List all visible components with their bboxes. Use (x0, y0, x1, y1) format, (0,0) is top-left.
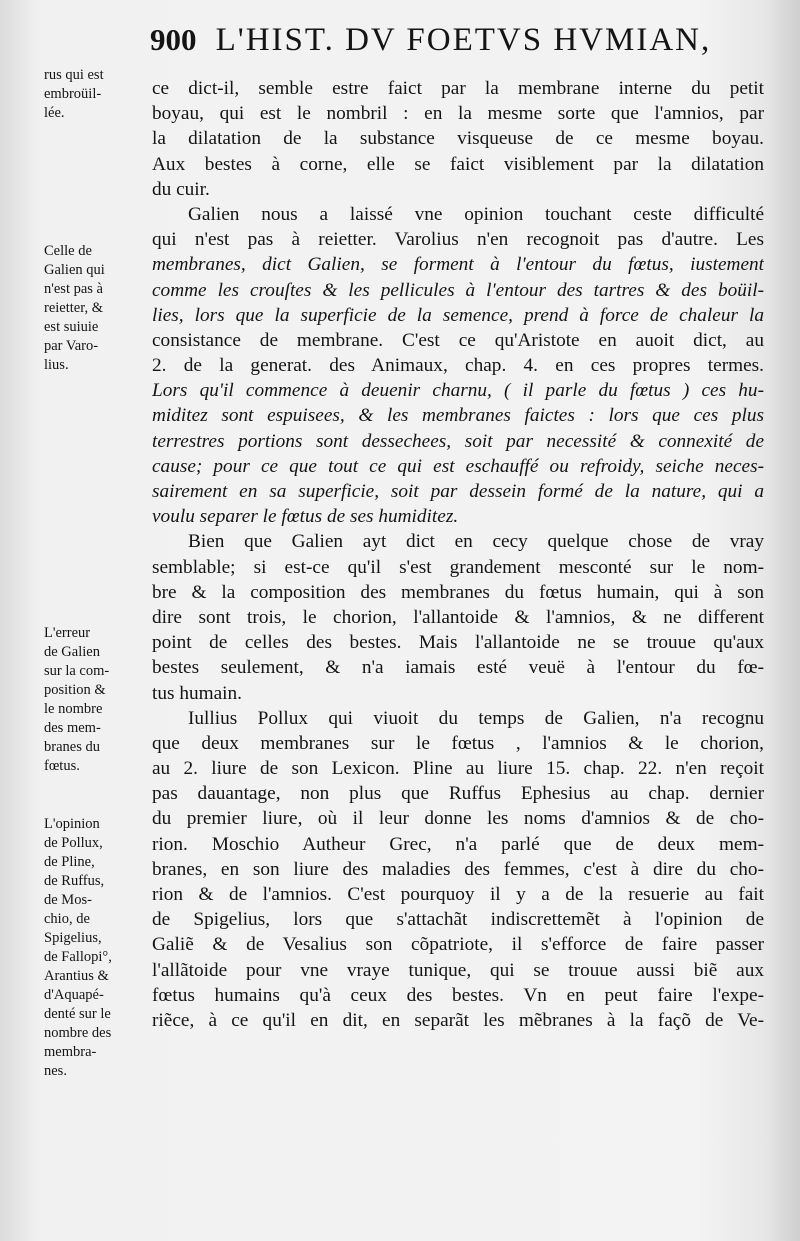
text-line: pas dauantage, non plus que Ruffus Ephesius au chap. dernier (152, 783, 764, 805)
margin-note-line: Celle de (44, 243, 92, 259)
margin-note-line: de Fallopi°, (44, 949, 112, 965)
margin-note-line: denté sur le (44, 1006, 111, 1022)
text-line: tus humain. (152, 682, 242, 704)
text-line: qui n'est pas à reietter. Varolius n'en recognoit pas d'autre. Les (152, 229, 764, 251)
margin-note-line: chio, de (44, 911, 90, 927)
text-line: fœtus humains qu'à ceux des bestes. Vn en peut faire l'expe- (152, 984, 764, 1006)
text-line: riẽce, à ce qu'il en dit, en separãt les mẽbranes à la façõ de Ve- (152, 1009, 764, 1031)
text-line: terrestres portions sont dessechees, soit par necessité & connexité de (152, 430, 764, 452)
text-line: voulu separer le fœtus de ses humiditez. (152, 506, 459, 528)
page-header (150, 22, 790, 70)
margin-note-line: position & (44, 682, 106, 698)
margin-note-line: de Galien (44, 644, 100, 660)
text-line: du premier liure, où il leur donne les noms d'amnios & de cho- (152, 808, 764, 830)
text-line: ce dict-il, semble estre faict par la membrane interne du petit (152, 78, 764, 99)
margin-note-line: L'erreur (44, 625, 91, 641)
text-line: point de celles des bestes. Mais l'allantoide ne se trouue qu'aux (152, 632, 764, 654)
text-line: Galien nous a laissé vne opinion touchant ceste difficulté (188, 203, 764, 225)
margin-note-line: embroüil- (44, 86, 102, 102)
text-line: dire sont trois, le chorion, l'allantoide & l'amnios, & ne different (152, 606, 764, 628)
text-line: de Spigelius, lors que s'attachãt indiscrettemẽt à l'opinion de (152, 909, 764, 931)
margin-note-line: de Mos- (44, 892, 92, 908)
text-line: que deux membranes sur le fœtus , l'amnios & le chorion, (152, 732, 764, 754)
margin-note-line: le nombre (44, 701, 103, 717)
text-line: Lors qu'il commence à deuenir charnu, ( il parle du fœtus ) ces hu- (152, 380, 764, 402)
text-line: Galiẽ & de Vesalius son cõpatriote, il s'efforce de faire passer (152, 934, 764, 956)
text-line: membranes, dict Galien, se forment à l'entour du fœtus, iustement (152, 254, 764, 276)
margin-note-line: de Ruffus, (44, 873, 105, 889)
margin-note-4 (44, 815, 148, 1081)
margin-note-line: branes du (44, 739, 100, 755)
text-line: sairement en sa superficie, soit par dessein formé de la nature, qui a (152, 481, 764, 502)
text-line: miditez sont espuisees, & les membranes faictes : lors que ces plus (152, 405, 764, 427)
margin-note-line: reietter, & (44, 300, 103, 316)
text-line: du cuir. (152, 178, 210, 200)
text-line: semblable; si est-ce qu'il s'est grandement mesconté sur le nom- (152, 556, 764, 578)
margin-note-1 (44, 66, 148, 123)
margin-note-3 (44, 624, 148, 776)
body-text (152, 76, 764, 1033)
text-line: boyau, qui est le nombril : en la mesme sorte que l'amnios, par (152, 103, 764, 125)
text-line: Iullius Pollux qui viuoit du temps de Galien, n'a recognu (188, 707, 764, 729)
page-number: 900 (150, 22, 197, 57)
margin-note-line: Spigelius, (44, 930, 102, 946)
margin-note-line: n'est pas à (44, 281, 103, 297)
running-title: L'HIST. DV FOETVS HVMIAN, (215, 22, 712, 58)
margin-note-line: de Pline, (44, 854, 95, 870)
margin-note-line: d'Aquapé- (44, 987, 104, 1003)
text-line: Bien que Galien ayt dict en cecy quelque chose de vray (188, 531, 764, 553)
margin-note-line: des mem- (44, 720, 101, 736)
text-line: 2. de la generat. des Animaux, chap. 4. en ces propres termes. (152, 355, 764, 377)
text-line: bre & la composition des membranes du fœtus humain, qui à son (152, 581, 764, 603)
margin-note-2 (44, 242, 148, 375)
text-line: bestes seulement, & n'a iamais esté veuë à l'entour du fœ- (152, 657, 764, 679)
page-edge-shadow (766, 0, 800, 1241)
text-line: comme les crouſtes & les pellicules à l'entour des tartres & des boüil- (152, 279, 764, 301)
margin-note-line: rus qui est (44, 67, 104, 83)
margin-note-line: sur la com- (44, 663, 110, 679)
margin-note-line: L'opinion (44, 816, 100, 832)
margin-note-line: lius. (44, 357, 69, 373)
text-line: rion & de l'amnios. C'est pourquoy il y a de la resuerie au fait (152, 884, 764, 905)
margin-note-line: Arantius & (44, 968, 109, 984)
text-line: la dilatation de la substance visqueuse de ce mesme boyau. (152, 128, 764, 150)
margin-note-line: de Pollux, (44, 835, 103, 851)
text-line: cause; pour ce que tout ce qui est eschauffé ou refroidy, seiche neces- (152, 455, 764, 477)
text-line: branes, en son liure des maladies des femmes, c'est à dire du cho- (152, 858, 764, 880)
text-line: consistance de membrane. C'est ce qu'Aristote en auoit dict, au (152, 329, 764, 351)
text-line: l'allãtoide pour vne vraye tunique, qui se trouue aussi biẽ aux (152, 959, 764, 981)
text-line: Aux bestes à corne, elle se faict visiblement par la dilatation (152, 153, 764, 175)
text-line: lies, lors que la superficie de la semence, prend à force de chaleur la (152, 304, 764, 326)
margin-note-line: membra- (44, 1044, 97, 1060)
margin-note-line: lée. (44, 105, 65, 121)
margin-note-line: nombre des (44, 1025, 112, 1041)
text-line: rion. Moschio Autheur Grec, n'a parlé que de deux mem- (152, 833, 764, 855)
margin-note-line: est suiuie (44, 319, 99, 335)
margin-note-line: Galien qui (44, 262, 105, 278)
text-line: au 2. liure de son Lexicon. Pline au liure 15. chap. 22. n'en reçoit (152, 758, 764, 780)
margin-note-line: par Varo- (44, 338, 99, 354)
margin-note-line: nes. (44, 1063, 67, 1079)
margin-note-line: fœtus. (44, 758, 80, 774)
